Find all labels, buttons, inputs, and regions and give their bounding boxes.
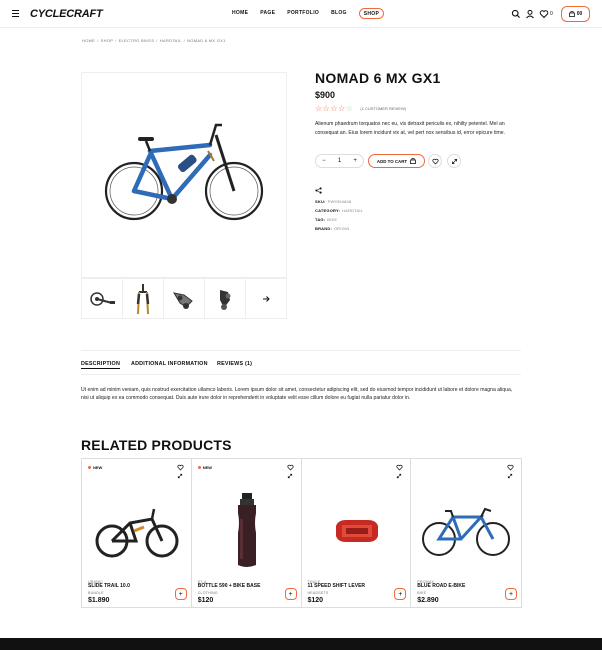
breadcrumb-separator: / <box>97 38 99 43</box>
thumbnail-next[interactable] <box>246 279 286 318</box>
thumbnail-rear-derailleur[interactable] <box>205 279 246 318</box>
product-tag <box>315 217 337 222</box>
share-icon <box>315 187 322 194</box>
nav-home[interactable]: HOME <box>232 10 249 16</box>
product-price: $120 <box>307 597 324 604</box>
thumbnail-crankset[interactable] <box>82 279 123 318</box>
breadcrumb-current: NOMAD 6 MX GX1 <box>187 38 226 43</box>
product-price: $900 <box>315 90 336 100</box>
star-icon: ☆ <box>338 104 346 113</box>
breadcrumb-shop[interactable]: SHOP <box>100 38 114 43</box>
road-bike-image <box>421 501 511 561</box>
breadcrumb-separator: / <box>156 38 158 43</box>
derailleur-icon <box>170 287 198 311</box>
breadcrumb-separator: / <box>115 38 117 43</box>
product-name[interactable]: BLUE ROAD E-BIKE <box>417 583 466 589</box>
product-sku <box>315 199 351 204</box>
bag-icon <box>569 11 575 17</box>
water-bottle-image <box>232 493 262 569</box>
quantity-decrease-button[interactable]: − <box>322 158 326 164</box>
cart-button[interactable] <box>561 6 590 22</box>
product-card[interactable] <box>302 459 412 607</box>
downhill-bike-image <box>94 501 180 561</box>
divider <box>81 374 521 375</box>
expand-arrows-icon <box>451 158 458 165</box>
category-label: CATEGORY: <box>315 208 341 213</box>
add-to-cart-button[interactable]: + <box>394 588 406 600</box>
sku-value: PW9394848 <box>327 199 352 204</box>
expand-arrows-icon[interactable] <box>396 473 402 479</box>
heart-icon <box>432 158 439 165</box>
menu-icon[interactable] <box>12 10 19 17</box>
product-price: $1.890 <box>88 597 110 604</box>
product-card[interactable] <box>82 459 192 607</box>
cart-count: 00 <box>576 11 583 17</box>
wishlist-count: 0 <box>550 11 553 17</box>
breadcrumb-separator: / <box>183 38 186 43</box>
crankset-icon <box>86 289 118 309</box>
product-name[interactable]: 11 SPEED SHIFT LEVER <box>307 583 366 589</box>
user-icon[interactable] <box>525 9 535 19</box>
heart-icon[interactable] <box>539 9 549 19</box>
tag-link[interactable]: BIKE <box>327 217 338 222</box>
rear-derailleur-icon <box>212 286 238 312</box>
breadcrumb-electro-bikes[interactable]: ELECTRO BIKES <box>118 38 155 43</box>
add-to-cart-label: ADD TO CART <box>376 158 408 164</box>
product-short-description: Alienum phaedrum torquatos nec eu, vis detraxit periculis ex, nihilty petentel. Mel an consequat an. Eius lorem incidunt vix at, vel pert nox sensibus id, error epicure time. <box>315 121 505 136</box>
site-header <box>0 0 602 28</box>
product-brand: URANIC <box>88 580 103 584</box>
share-button[interactable] <box>315 181 322 199</box>
product-image[interactable] <box>87 481 187 581</box>
star-icon: ☆ <box>345 104 353 113</box>
product-image[interactable] <box>416 481 516 581</box>
product-category: BIKE <box>417 591 427 595</box>
expand-arrows-icon[interactable] <box>287 473 293 479</box>
product-category <box>315 208 363 213</box>
product-card[interactable] <box>411 459 521 607</box>
site-logo[interactable]: CYCLECRAFT <box>30 8 103 20</box>
expand-arrows-icon[interactable] <box>507 473 513 479</box>
related-products-title: RELATED PRODUCTS <box>81 437 232 453</box>
product-image[interactable] <box>307 481 407 581</box>
product-brand: PROMAX <box>417 580 435 584</box>
product-price: $2.890 <box>417 597 439 604</box>
arrow-right-icon <box>261 294 271 304</box>
tab-additional-information[interactable]: ADDITIONAL INFORMATION <box>131 361 208 367</box>
product-name[interactable]: SLIDE TRAIL 10.0 <box>88 583 130 589</box>
product-category: BUNDLE <box>88 591 104 595</box>
quantity-stepper[interactable] <box>315 154 364 168</box>
main-nav <box>232 8 384 19</box>
product-price: $120 <box>197 597 214 604</box>
nav-blog[interactable]: BLOG <box>331 10 347 16</box>
divider <box>81 350 521 351</box>
description-content: Ut enim ad minim veniam, quis nostrud exercitation ullamco laboris. Lorem ipsum dolor sit amet, consectetur adipiscing elit, sed do eiusmod tempor incididunt ut labore et dolore magna aliqua, nisi ut aliquip ex ea commodo consequat. Duis aute irure dolor in reprehenderit in voluptate velit esse cillum dolore eu fugiat nulla pariatur dolor in. <box>81 387 513 402</box>
product-brand: ST-A <box>197 580 207 584</box>
add-to-wishlist-button[interactable] <box>428 154 442 168</box>
breadcrumb-home[interactable]: HOME <box>82 38 96 43</box>
add-to-cart-button[interactable]: + <box>175 588 187 600</box>
product-image[interactable] <box>197 481 297 581</box>
shift-lever-image <box>332 516 382 546</box>
add-to-cart-button[interactable]: + <box>285 588 297 600</box>
nav-portfolio[interactable]: PORTFOLIO <box>287 10 320 16</box>
mountain-bike-image <box>82 73 288 279</box>
header-icons <box>511 9 561 19</box>
footer <box>0 638 602 650</box>
product-title: NOMAD 6 MX GX1 <box>315 70 441 86</box>
sku-label: SKU: <box>315 199 326 204</box>
suspension-fork-icon <box>133 282 153 316</box>
thumbnail-fork[interactable] <box>123 279 164 318</box>
quantity-value[interactable]: 1 <box>337 158 342 164</box>
review-count-link[interactable]: (1 CUSTOMER REVIEW) <box>360 106 407 111</box>
product-name[interactable]: BOTTLE 590 + BIKE BASE <box>197 583 261 589</box>
product-category: HEADSETS <box>307 591 329 595</box>
tab-description[interactable]: DESCRIPTION <box>81 361 121 367</box>
breadcrumb-hardtail[interactable]: HARDTAIL <box>159 38 182 43</box>
brand-label: BRAND: <box>315 226 332 231</box>
heart-icon[interactable] <box>507 464 514 471</box>
nav-shop[interactable]: SHOP <box>359 8 384 19</box>
expand-arrows-icon[interactable] <box>177 473 183 479</box>
category-link[interactable]: HARDTAIL <box>342 208 364 213</box>
search-icon[interactable] <box>511 9 521 19</box>
brand-link[interactable]: ORIGIN <box>333 226 350 231</box>
add-to-cart-button[interactable]: + <box>505 588 517 600</box>
star-icon: ☆ <box>315 104 323 113</box>
heart-icon[interactable] <box>287 464 294 471</box>
compare-button[interactable] <box>447 154 461 168</box>
thumbnail-derailleur[interactable] <box>164 279 205 318</box>
heart-icon[interactable] <box>396 464 403 471</box>
new-badge: NEW <box>88 465 102 470</box>
product-brand <box>315 226 349 231</box>
product-card[interactable] <box>192 459 302 607</box>
star-icon: ☆ <box>330 104 338 113</box>
bag-icon <box>410 158 416 164</box>
product-brand: THULE <box>307 580 321 584</box>
tag-label: TAG: <box>315 217 326 222</box>
add-to-cart-button[interactable] <box>368 154 425 168</box>
nav-page[interactable]: PAGE <box>260 10 276 16</box>
product-category: CLOTHING <box>197 591 218 595</box>
quantity-increase-button[interactable]: + <box>353 158 357 164</box>
heart-icon[interactable] <box>177 464 184 471</box>
breadcrumb <box>82 38 226 43</box>
thumbnail-strip <box>81 278 287 319</box>
tab-reviews[interactable]: REVIEWS (1) <box>217 361 253 367</box>
product-rating <box>315 104 406 113</box>
related-products-grid <box>81 458 522 608</box>
new-badge: NEW <box>198 465 212 470</box>
star-icon: ☆ <box>322 104 330 113</box>
product-main-image[interactable] <box>81 72 287 278</box>
